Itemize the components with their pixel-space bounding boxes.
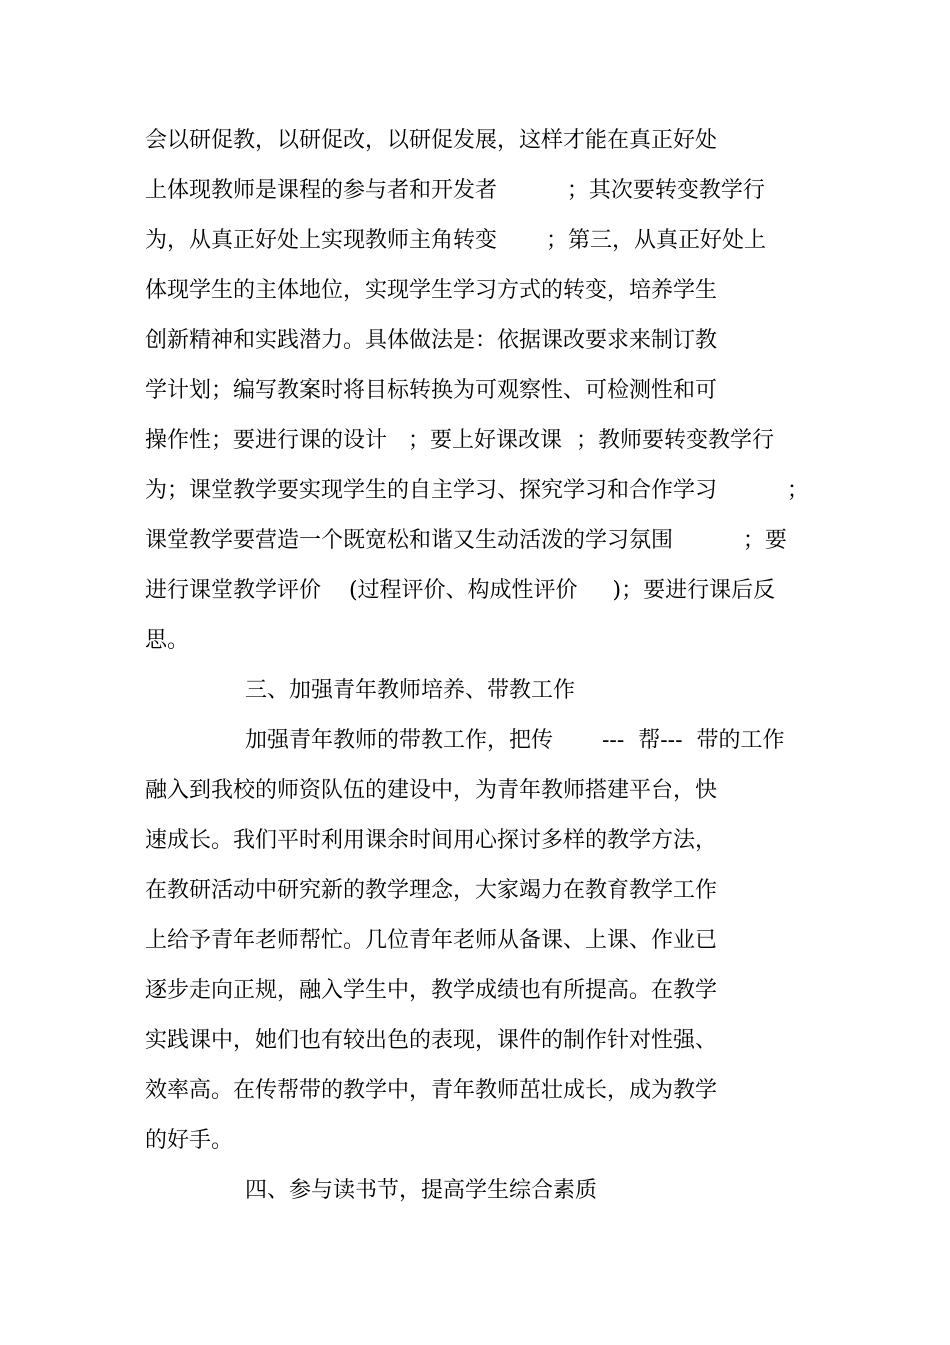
paragraph-line: 的好手。 <box>145 1128 234 1153</box>
paragraph-line: 在教研活动中研究新的教学理念，大家竭力在教育教学工作 <box>145 878 718 903</box>
paragraph-line: 体现学生的主体地位，实现学生学习方式的转变，培养学生 <box>145 278 718 303</box>
section-heading: 四、参与读书节，提高学生综合素质 <box>245 1178 598 1203</box>
paragraph-line: 课堂教学要营造一个既宽松和谐又生动活泼的学习氛围 ；要 <box>145 528 787 553</box>
paragraph-line: 逐步走向正规，融入学生中，教学成绩也有所提高。在教学 <box>145 978 718 1003</box>
paragraph-line: 上给予青年老师帮忙。几位青年老师从备课、上课、作业已 <box>145 928 718 953</box>
paragraph-line: 效率高。在传帮带的教学中，青年教师茁壮成长，成为教学 <box>145 1078 718 1103</box>
paragraph-line: 为；课堂教学要实现学生的自主学习、探究学习和合作学习 ； <box>145 478 809 503</box>
paragraph-line: 上体现教师是课程的参与者和开发者 ；其次要转变教学行 <box>145 178 765 203</box>
paragraph-line: 为，从真正好处上实现教师主角转变 ；第三，从真正好处上 <box>145 228 766 253</box>
paragraph-line: 融入到我校的师资队伍的建设中，为青年教师搭建平台，快 <box>145 778 718 803</box>
paragraph-line: 学计划；编写教案时将目标转换为可观察性、可检测性和可 <box>145 378 718 403</box>
paragraph-line: 思。 <box>145 628 190 653</box>
paragraph-line: 操作性；要进行课的设计 ；要上好课改课 ；教师要转变教学行 <box>145 428 774 453</box>
paragraph-line: 实践课中，她们也有较出色的表现，课件的制作针对性强、 <box>145 1028 718 1053</box>
paragraph-line: 进行课堂教学评价 (过程评价、构成性评价 )；要进行课后反 <box>145 578 776 603</box>
paragraph-line: 会以研促教，以研促改，以研促发展，这样才能在真正好处 <box>145 128 718 153</box>
paragraph-line: 加强青年教师的带教工作，把传 --- 帮--- 带的工作 <box>245 728 785 753</box>
section-heading: 三、加强青年教师培养、带教工作 <box>245 678 576 703</box>
paragraph-line: 速成长。我们平时利用课余时间用心探讨多样的教学方法， <box>145 828 718 853</box>
paragraph-line: 创新精神和实践潜力。具体做法是：依据课改要求来制订教 <box>145 328 718 353</box>
